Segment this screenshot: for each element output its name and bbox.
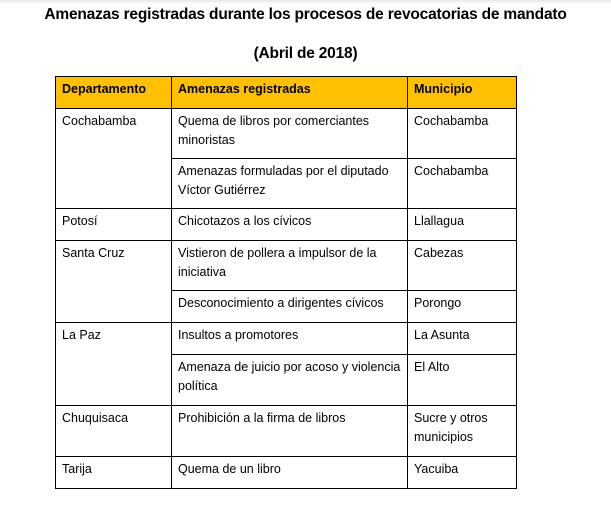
cell-municipio: Yacuiba [408, 457, 517, 489]
cell-amenaza: Quema de libros por comerciantes minoristas [172, 109, 408, 159]
document-subtitle: (Abril de 2018) [253, 45, 358, 62]
document-title: Amenazas registradas durante los procesos de revocatorias de mandato [44, 6, 567, 23]
table-row [56, 109, 517, 159]
table-row [56, 241, 517, 291]
table-row [56, 323, 517, 355]
top-edge-shadow [0, 0, 611, 4]
cell-municipio: La Asunta [408, 323, 517, 355]
header-municipio: Municipio [408, 77, 517, 109]
table-row [56, 209, 517, 241]
cell-municipio: Sucre y otros municipios [408, 406, 517, 457]
cell-departamento: Chuquisaca [56, 406, 172, 457]
cell-municipio: El Alto [408, 355, 517, 406]
table-row [56, 457, 517, 489]
table-row [56, 406, 517, 457]
header-departamento: Departamento [56, 77, 172, 109]
cell-amenaza: Amenazas formuladas por el diputado Víctor Gutiérrez [172, 159, 408, 209]
cell-departamento: Santa Cruz [56, 241, 172, 323]
cell-amenaza: Insultos a promotores [172, 323, 408, 355]
cell-departamento: Cochabamba [56, 109, 172, 209]
cell-departamento: La Paz [56, 323, 172, 406]
cell-municipio: Cochabamba [408, 159, 517, 209]
cell-departamento: Potosí [56, 209, 172, 241]
header-amenazas: Amenazas registradas [172, 77, 408, 109]
cell-municipio: Cochabamba [408, 109, 517, 159]
cell-amenaza: Prohibición a la firma de libros [172, 406, 408, 457]
table-header-row [56, 77, 517, 109]
cell-amenaza: Quema de un libro [172, 457, 408, 489]
cell-amenaza: Chicotazos a los cívicos [172, 209, 408, 241]
cell-amenaza: Vistieron de pollera a impulsor de la iniciativa [172, 241, 408, 291]
cell-departamento: Tarija [56, 457, 172, 489]
cell-municipio: Porongo [408, 291, 517, 323]
threats-table [55, 76, 517, 489]
cell-municipio: Cabezas [408, 241, 517, 291]
cell-amenaza: Desconocimiento a dirigentes cívicos [172, 291, 408, 323]
cell-amenaza: Amenaza de juicio por acoso y violencia política [172, 355, 408, 406]
cell-municipio: Llallagua [408, 209, 517, 241]
